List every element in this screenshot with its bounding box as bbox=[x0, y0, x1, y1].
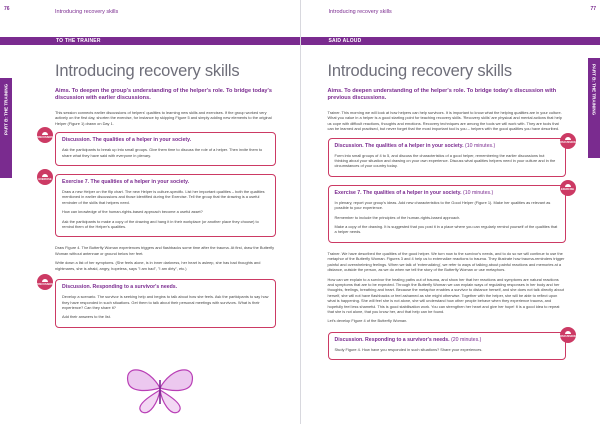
discussion-icon bbox=[42, 132, 48, 135]
box-text: Ask the participants to break up into small groups. Give them time to discuss the role of a helper. Then invite them to share what they have said with everyone in plenary. bbox=[62, 147, 263, 158]
exercise-badge: EXERCISE bbox=[560, 180, 576, 196]
body-paragraph: Draw Figure 4. The Butterfly Woman experiences triggers and flashbacks some time after the trauma. At first, draw the Butterfly Woman without antennae or ground below her feet. bbox=[55, 245, 275, 256]
part-tab: PART B: THE TRAINING bbox=[0, 78, 12, 178]
intro-paragraph: This session connects earlier discussions of helpers' qualities to learning new skills and exercises. If the group worked very actively on the first day, shorten the exercise, for instance by skipping Figure 5 and simply adding new elements to the original Helper (Figure 1) drawn on Day 1. bbox=[55, 110, 272, 126]
body-paragraph: Write down a list of her symptoms. (She feels alone, is in inner darkness, her heart is asleep, she has bad thoughts and nightmares, she is afraid, angry, hopeless, says "I am bad", "I am dirty", etc.) bbox=[55, 260, 261, 271]
duration: (20 minutes.) bbox=[451, 336, 482, 343]
body-paragraph: Let's develop Figure 4 of the Butterfly Woman. bbox=[327, 318, 408, 324]
exercise-icon bbox=[565, 184, 571, 187]
discussion-icon bbox=[42, 279, 48, 282]
page-title: Introducing recovery skills bbox=[327, 62, 512, 80]
box-text: Study Figure 4. How have you responded in such situations? Share your experiences. bbox=[334, 346, 483, 352]
page-number: 76 bbox=[4, 6, 10, 12]
running-head: Introducing recovery skills bbox=[55, 9, 119, 15]
discussion-box-2 bbox=[36, 279, 276, 328]
box-title: Exercise 7. The qualities of a helper in your society. (10 minutes.) bbox=[334, 189, 494, 196]
exercise-badge: EXERCISE bbox=[37, 169, 53, 185]
discussion-badge: DISCUSSION bbox=[560, 327, 576, 343]
box-text: How can knowledge of the human-rights-based approach become a useful asset? bbox=[62, 209, 203, 215]
exercise-box-7 bbox=[38, 174, 276, 237]
exercise-box-7 bbox=[328, 185, 575, 243]
discussion-badge: DISCUSSION bbox=[560, 133, 576, 149]
box-title: Discussion. The qualities of a helper in your society. (10 minutes.) bbox=[334, 142, 496, 149]
box-text: Make a copy of the drawing. It is suggested that you post it in a place where you can regularly remind yourself of the qualities that a helper needs. bbox=[334, 224, 558, 235]
box-title: Discussion. The qualities of a helper in your society. bbox=[62, 137, 192, 144]
section-banner: TO THE TRAINER bbox=[0, 37, 300, 45]
body-paragraph: How can we explain to a survivor the healing paths out of trauma, and show her that her reactions and symptoms are natural reactions and symptoms that are to be expected. Through the Butterfly Woman we can explain ways of regulating responses in her body and her thoughts, feelings, breathing and heart. Because the metaphor enables a survivor to distance herself, and she does not talk directly about herself, she will not have flashbacks or feel ashamed as she might otherwise. Together with the helper, she will be able to reflect upon what is happening. She will feel she is not alone, she will understand how other people behave when they experience trauma, and hopefully feel less shameful. This is good stabilisation work. You can strengthen her heart and give her hope! It is a good idea to repeat that she is not alone, that you know her, and that help can be found. bbox=[327, 276, 564, 314]
discussion-icon bbox=[565, 137, 571, 140]
page-title: Introducing recovery skills bbox=[55, 62, 240, 80]
running-head: Introducing recovery skills bbox=[328, 9, 392, 15]
discussion-badge: DISCUSSION bbox=[37, 274, 53, 290]
left-content bbox=[36, 62, 276, 336]
discussion-box-1 bbox=[36, 132, 276, 166]
discussion-icon bbox=[565, 331, 571, 334]
discussion-box-2 bbox=[328, 332, 576, 360]
right-page bbox=[301, 0, 600, 424]
box-text: In plenary, report your group's ideas. Add new characteristics to the Good Helper (Figure 1). Make her qualities as relevant as possible to your experience. bbox=[334, 199, 551, 211]
duration: (10 minutes.) bbox=[463, 189, 494, 196]
box-text: Develop a scenario. The survivor is seeking help and begins to talk about how she feels. Ask the participants to say how they have responded in such situations. Get them to talk about their personal meetings with survivors. What is their experience? Can they share it? bbox=[62, 294, 269, 310]
part-tab: PART B: THE TRAINING bbox=[588, 58, 600, 158]
intro-paragraph: Trainer. This morning we will look at how helpers can help survivors. It is important to know what the helping qualities are in your culture. What you value in a helper is a good starting point for teaching recovery skills. 'Recovery skills' are physical and mental actions that help us cope with difficult reactions, thoughts and emotions. Recovery techniques are among the tools we will work with. They are tools that can be learned and practised, but never forget that the most important tool is you – helpers with the good qualities you have described. bbox=[327, 110, 562, 132]
discussion-box-1 bbox=[328, 138, 576, 177]
box-title: Discussion. Responding to a survivor's needs. (20 minutes.) bbox=[334, 336, 482, 343]
box-title: Exercise 7. The qualities of a helper in your society. bbox=[62, 179, 190, 186]
section-banner: SAID ALOUD bbox=[301, 37, 600, 45]
page-number: 77 bbox=[590, 6, 596, 12]
box-text: Form into small groups of 4 to 5, and discuss the characteristics of a good helper, remembering the earlier discussions but thinking about your situation and drawing on your own experience. Discuss what qualities helpers need in your culture and in the circumstances of your country today. bbox=[334, 152, 556, 169]
body-paragraph: Trainer. We have described the qualities of the good helper. We turn now to the survivor's needs, and to do so we will continue to use the metaphor of the Butterfly Woman. Figures 3 and 4 help us to externalize reactions to trauma. They illustrate how trauma-reminders trigger painful and overwhelming feelings. When we talk of 'externalizing', we refer to ways of talking about painful reactions and memories at a distance, outside the person, as we do when we tell the story of the Butterfly Woman or use metaphors. bbox=[327, 250, 565, 273]
duration: (10 minutes.) bbox=[465, 142, 496, 149]
aims-text: Aims. To deepen the group's understanding of the helper's role. To bridge today's discussion with earlier discussions. bbox=[55, 88, 272, 101]
right-content bbox=[327, 62, 576, 368]
box-text: Remember to include the principles of the human-rights-based approach. bbox=[334, 214, 461, 220]
box-text: Draw a new Helper on the flip chart. The new Helper is culture-specific. List her important qualities – both the qualities mentioned in earlier discussions and those identified during the Exercise. Tell the group that the drawing is a useful reminder of the skills that helpers need. bbox=[62, 189, 265, 205]
box-text: Ask the participants to make a copy of the drawing and hang it in their workplace (or another place they choose) to remind them of the Helper's qualities. bbox=[62, 218, 259, 230]
aims-text: Aims. To deepen understanding of the helper's role. To bridge today's discussion with previous discussions. bbox=[327, 88, 557, 101]
box-text: Add their answers to the list. bbox=[62, 314, 111, 320]
butterfly-icon bbox=[120, 360, 200, 416]
discussion-badge: DISCUSSION bbox=[37, 127, 53, 143]
box-title: Discussion. Responding to a survivor's needs. bbox=[62, 284, 178, 291]
exercise-icon bbox=[42, 174, 48, 177]
